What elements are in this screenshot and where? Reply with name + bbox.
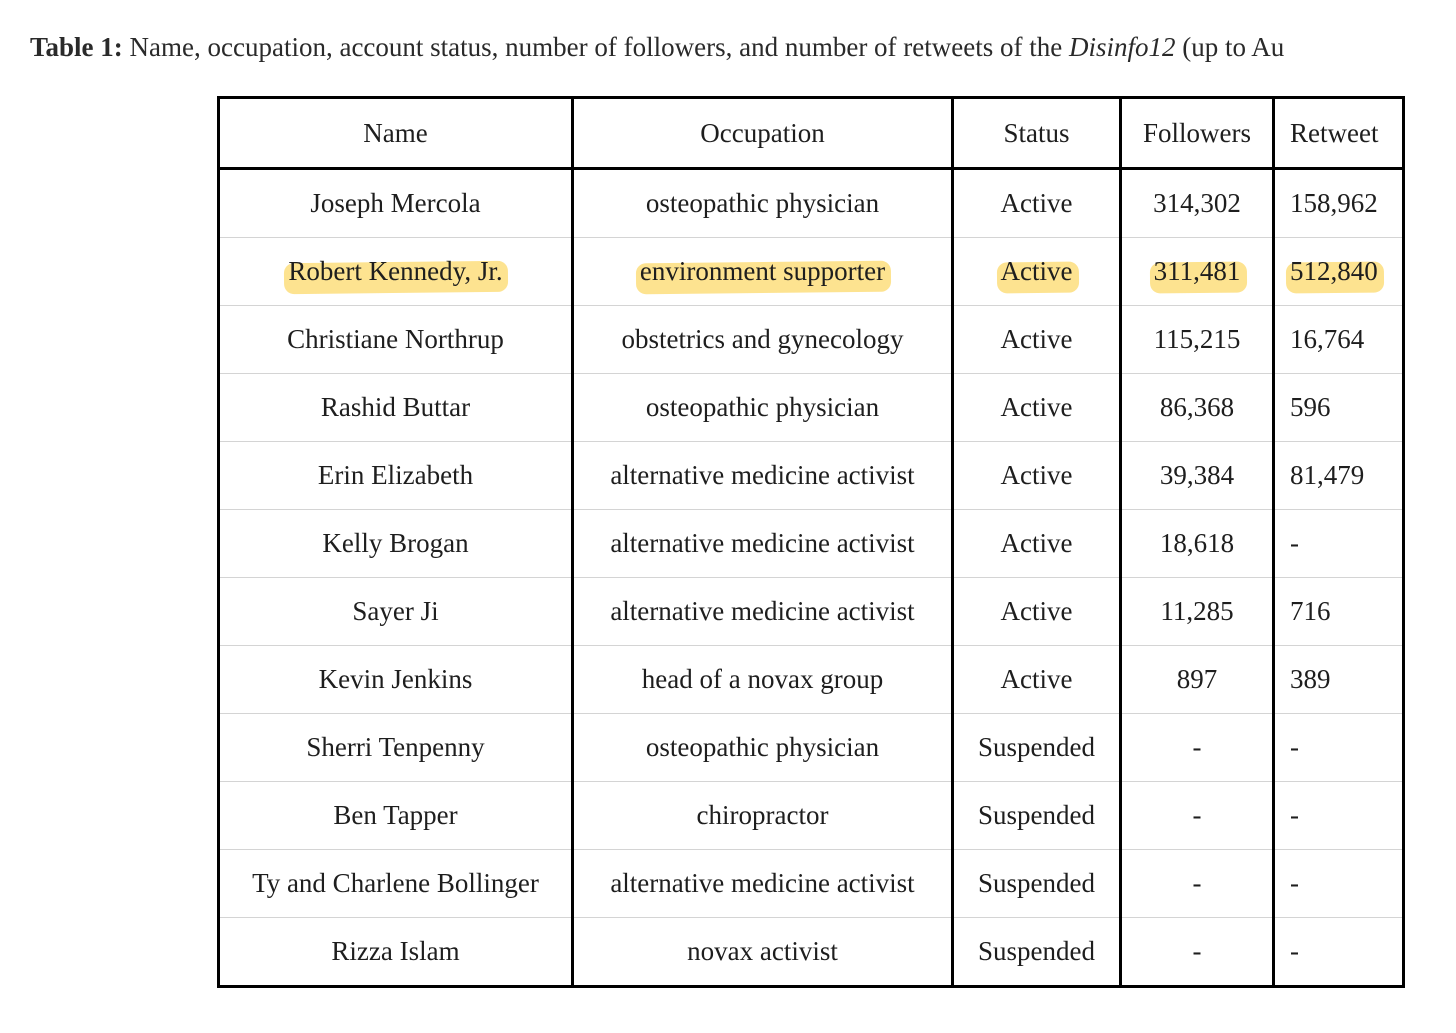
cell-name (219, 510, 573, 578)
cell-status-text: Suspended (978, 732, 1095, 762)
table-row (219, 782, 1404, 850)
cell-name (219, 646, 573, 714)
cell-occupation-text: osteopathic physician (645, 392, 880, 422)
cell-occupation-text: environment supporter (639, 256, 886, 286)
cell-status (953, 578, 1121, 646)
cell-followers (1121, 238, 1274, 306)
cell-followers (1121, 850, 1274, 918)
caption-label: Table 1: (30, 32, 123, 62)
cell-followers-text: 311,481 (1153, 256, 1241, 286)
cell-retweet-text: - (1290, 868, 1299, 898)
cell-status (953, 850, 1121, 918)
header-followers: Followers (1121, 98, 1274, 169)
cell-name-text: Sherri Tenpenny (306, 732, 485, 762)
cell-status (953, 510, 1121, 578)
cell-followers (1121, 169, 1274, 238)
header-occupation: Occupation (573, 98, 953, 169)
cell-occupation-text: alternative medicine activist (610, 528, 915, 558)
cell-name (219, 850, 573, 918)
header-retweet: Retweet (1274, 98, 1404, 169)
table-row (219, 714, 1404, 782)
table-row (219, 850, 1404, 918)
cell-name (219, 238, 573, 306)
cell-name (219, 782, 573, 850)
cell-name (219, 169, 573, 238)
cell-name-text: Ty and Charlene Bollinger (252, 868, 539, 898)
cell-status (953, 714, 1121, 782)
cell-followers (1121, 714, 1274, 782)
cell-name (219, 306, 573, 374)
header-status: Status (953, 98, 1121, 169)
cell-status-text: Suspended (978, 800, 1095, 830)
cell-retweet (1274, 578, 1404, 646)
table-caption (30, 29, 1456, 65)
cell-followers-text: - (1192, 732, 1202, 762)
cell-occupation (573, 169, 953, 238)
cell-name (219, 578, 573, 646)
cell-occupation (573, 714, 953, 782)
cell-retweet (1274, 238, 1404, 306)
cell-retweet (1274, 850, 1404, 918)
cell-followers-text: 18,618 (1159, 528, 1235, 558)
cell-retweet (1274, 169, 1404, 238)
cell-status-text: Active (1000, 256, 1073, 286)
table-row (219, 578, 1404, 646)
cell-retweet (1274, 442, 1404, 510)
cell-retweet-text: 389 (1290, 664, 1331, 694)
cell-retweet (1274, 374, 1404, 442)
cell-retweet-text: 16,764 (1290, 324, 1365, 354)
cell-followers-text: - (1192, 868, 1202, 898)
cell-status-text: Active (1000, 392, 1073, 422)
cell-status (953, 782, 1121, 850)
cell-retweet-text: - (1290, 936, 1299, 966)
cell-name-text: Sayer Ji (352, 596, 439, 626)
table-row (219, 306, 1404, 374)
cell-name (219, 714, 573, 782)
header-name: Name (219, 98, 573, 169)
cell-occupation-text: alternative medicine activist (610, 460, 915, 490)
cell-status-text: Active (1000, 324, 1073, 354)
caption-text: Name, occupation, account status, number of followers, and number of retweets of the (122, 32, 1069, 62)
cell-occupation (573, 782, 953, 850)
cell-occupation-text: head of a novax group (641, 664, 884, 694)
cell-followers-text: 314,302 (1153, 188, 1241, 218)
cell-followers-text: 897 (1176, 664, 1218, 694)
cell-name-text: Christiane Northrup (287, 324, 504, 354)
cell-retweet (1274, 714, 1404, 782)
caption-dataset-name: Disinfo12 (1068, 32, 1176, 62)
caption-text-truncated: (up to Au (1175, 32, 1285, 62)
table-row (219, 374, 1404, 442)
cell-retweet-text: 512,840 (1290, 256, 1378, 286)
cell-status (953, 169, 1121, 238)
cell-occupation-text: novax activist (687, 936, 838, 966)
cell-name (219, 442, 573, 510)
cell-retweet (1274, 510, 1404, 578)
table-row (219, 918, 1404, 987)
table-header-row (219, 98, 1404, 169)
cell-status (953, 442, 1121, 510)
cell-occupation-text: chiropractor (696, 800, 829, 830)
cell-retweet-text: - (1290, 528, 1299, 558)
cell-status-text: Active (1000, 528, 1073, 558)
cell-retweet (1274, 918, 1404, 987)
cell-followers (1121, 306, 1274, 374)
cell-retweet-text: 716 (1290, 596, 1331, 626)
cell-status (953, 918, 1121, 987)
cell-followers-text: - (1192, 800, 1202, 830)
cell-occupation-text: obstetrics and gynecology (621, 324, 904, 354)
cell-status (953, 306, 1121, 374)
cell-followers (1121, 374, 1274, 442)
cell-occupation-text: osteopathic physician (645, 732, 880, 762)
cell-status-text: Active (1000, 596, 1073, 626)
cell-retweet-text: 158,962 (1290, 188, 1378, 218)
cell-retweet-text: - (1290, 800, 1299, 830)
cell-followers-text: - (1192, 936, 1202, 966)
cell-status (953, 238, 1121, 306)
cell-name (219, 374, 573, 442)
table-row (219, 646, 1404, 714)
cell-retweet-text: - (1290, 732, 1299, 762)
cell-name (219, 918, 573, 987)
cell-retweet (1274, 646, 1404, 714)
cell-status-text: Suspended (978, 868, 1095, 898)
cell-followers (1121, 578, 1274, 646)
cell-status-text: Active (1000, 188, 1073, 218)
cell-followers-text: 11,285 (1160, 596, 1234, 626)
cell-status-text: Active (1000, 664, 1073, 694)
cell-followers-text: 39,384 (1159, 460, 1235, 490)
cell-name-text: Kelly Brogan (322, 528, 469, 558)
cell-name-text: Rashid Buttar (320, 392, 471, 422)
cell-followers (1121, 646, 1274, 714)
cell-followers (1121, 510, 1274, 578)
cell-occupation (573, 850, 953, 918)
table-row (219, 442, 1404, 510)
cell-name-text: Robert Kennedy, Jr. (288, 256, 503, 286)
cell-occupation (573, 306, 953, 374)
cell-retweet-text: 81,479 (1290, 460, 1365, 490)
disinfo-table (217, 96, 1405, 988)
table-row (219, 510, 1404, 578)
cell-occupation (573, 510, 953, 578)
cell-occupation (573, 238, 953, 306)
cell-followers (1121, 782, 1274, 850)
cell-retweet-text: 596 (1290, 392, 1331, 422)
cell-status (953, 374, 1121, 442)
cell-occupation-text: alternative medicine activist (610, 868, 915, 898)
cell-name-text: Ben Tapper (333, 800, 458, 830)
cell-name-text: Joseph Mercola (310, 188, 481, 218)
cell-name-text: Rizza Islam (331, 936, 460, 966)
cell-retweet (1274, 782, 1404, 850)
table-row (219, 238, 1404, 306)
table-body (219, 169, 1404, 987)
cell-occupation (573, 918, 953, 987)
cell-occupation (573, 374, 953, 442)
cell-status (953, 646, 1121, 714)
cell-name-text: Erin Elizabeth (317, 460, 474, 490)
cell-followers (1121, 918, 1274, 987)
cell-retweet (1274, 306, 1404, 374)
table-row (219, 169, 1404, 238)
cell-status-text: Suspended (978, 936, 1095, 966)
cell-followers-text: 86,368 (1159, 392, 1235, 422)
cell-followers (1121, 442, 1274, 510)
cell-followers-text: 115,215 (1153, 324, 1241, 354)
cell-occupation-text: alternative medicine activist (610, 596, 915, 626)
cell-occupation-text: osteopathic physician (645, 188, 880, 218)
cell-name-text: Kevin Jenkins (318, 664, 473, 694)
cell-occupation (573, 646, 953, 714)
cell-occupation (573, 442, 953, 510)
cell-occupation (573, 578, 953, 646)
cell-status-text: Active (1000, 460, 1073, 490)
